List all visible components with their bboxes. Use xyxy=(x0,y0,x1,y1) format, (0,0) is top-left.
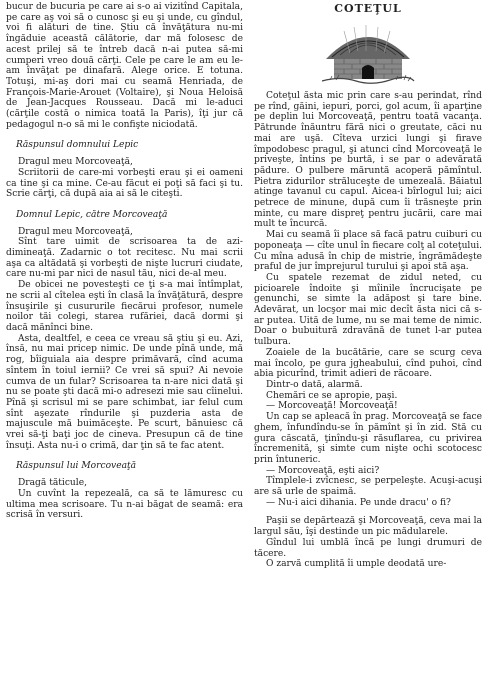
paragraph: — Morcoveaţă, eşti aici? xyxy=(266,465,380,476)
paragraph: Cu spatele rezemat de zidul neted, cu picioarele îndoite şi mîinile încrucişate pe genunchi, se simte la adăpost şi tare bine. Adevărat, un locşor mai mic decît ăsta nici că s-ar putea. Uită de lume, nu se mai teme de nimic. Doar o bubuitură zdravănă de tunet l-ar putea tulbura. xyxy=(254,272,482,348)
paragraph: Gîndul lui umblă încă pe lungi drumuri de tăcere. xyxy=(254,537,482,559)
paragraph: bucur de bucuria pe care ai s-o ai vizitînd Capitala, pe care aş voi să o cunosc şi eu şi unde, cu gîndul, voi fi alături de tine. Ştiu că învăţătura nu-mi îngăduie această călătorie, dar mă folosesc de acest prilej să te întreb dacă n-ai putea să-mi cumperi vreo două cărţi. Cele pe care le am eu le-am învăţat pe dinafară. Alege orice. E totuna. Totuşi, mi-aş dori mai cu seamă Henriada, de François-Marie-Arouet (Voltaire), şi Noua Heloisă de Jean-Jacques Rousseau. Dacă mi le-aduci (cărţile costă o nimica toată la Paris), îţi jur că pedagogul n-o să mi le confişte niciodată. xyxy=(6,2,243,130)
letter-heading: Răspunsul domnului Lepic xyxy=(16,140,139,151)
hut-illustration xyxy=(254,19,482,85)
paragraph: — Morcoveaţă! Morcoveaţă! xyxy=(266,401,398,412)
paragraph: Dintr-o dată, alarmă. xyxy=(266,379,363,390)
paragraph: Paşii se depărtează şi Morcoveaţă, ceva mai la largul său, îşi destinde un pic mădularele. xyxy=(254,516,482,538)
paragraph: Tîmplele-i zvîcnesc, se perpeleşte. Acuşi-acuşi are să urle de spaimă. xyxy=(254,476,482,498)
thatched-hut-icon xyxy=(320,19,416,85)
paragraph: De obicei ne povesteşti ce ţi s-a mai întîmplat, ne scrii al cîtelea eşti în clasă la învăţătură, despre însuşirile şi cusururile fiecărui profesor, numele noilor tăi colegi, starea rufăriei, dacă dormi şi dacă mănînci bine. xyxy=(6,280,243,333)
letter-heading: Domnul Lepic, către Morcoveaţă xyxy=(16,209,168,220)
paragraph: O zarvă cumplită îi umple deodată ure- xyxy=(266,559,447,570)
paragraph: Un cuvînt la repezeală, ca să te lămuresc cu ultima mea scrisoare. Tu n-ai băgat de seamă: era scrisă în versuri. xyxy=(6,488,243,521)
paragraph: Coteţul ăsta mic prin care s-au perindat, rînd pe rînd, găini, iepuri, porci, gol acum, îi aparţine pe deplin lui Morcoveaţă, pentru toată vacanţa. Pătrunde înăuntru fără nici o greutate, căci nu mai are uşă. Cîteva urzici lungi şi firave împodobesc pragul, şi atunci cînd Morcoveaţă le priveşte, întins pe burtă, i se par o adevărată pădure. O pulbere măruntă acoperă pămîntul. Pietra zidurilor străluceşte de umezeală. Băiatul atinge tavanul cu capul. Aicea-i bîrlogul lui; aici petrece de minune, după cum îi trăsneşte prin minte, cu mare dispreţ pentru jucării, care mai mult te încurcă. xyxy=(254,91,482,230)
letter-heading: Răspunsul lui Morcoveaţă xyxy=(16,461,137,472)
paragraph: Zoaiele de la bucătărie, care se scurg ceva mai încolo, pe gura jgheabului, cînd puhoi, cînd abia picurînd, trimit adieri de răcoare. xyxy=(254,347,482,380)
paragraph: — Nu-i aici dihania. Pe unde dracu' o fi? xyxy=(266,497,451,508)
paragraph: Asta, dealtfel, e ceea ce vreau să ştiu şi eu. Azi, însă, nu mai pricep nimic. De unde pînă unde, mă rog, bîiguiala aia despre primăvară, cînd acuma sîntem în toiul iernii? Ce vrei să spui? Ai nevoie cumva de un fular? Scrisoarea ta n-are nici dată şi nu se poate şti dacă mi-o adresezi mie sau cîinelui. Pînă şi scrisul mi se pare schimbat, iar felul cum sînt aşezate rîndurile şi puzderia asta de majuscule mă buimăceşte. Pe scurt, bănuiesc că vrei să-ţi baţi joc de cineva. Presupun că de tine însuţi. Asta nu-i o crimă, dar ţin să te fac atent. xyxy=(6,333,243,451)
left-column xyxy=(6,2,243,521)
paragraph: Un cap se apleacă în prag. Morcoveaţă se face ghem, înfundîndu-se în pămînt şi în zid. Stă cu gura căscată, ţinîndu-şi răsuflarea, cu privirea încremenită, şi simte cum nişte ochi scotocesc prin întuneric. xyxy=(254,412,482,465)
chapter-body xyxy=(254,91,482,570)
chapter-title: COTEŢUL xyxy=(334,2,402,15)
paragraph: Dragul meu Morcoveaţă, xyxy=(18,157,133,168)
right-column xyxy=(254,2,482,570)
paragraph: Scriitorii de care-mi vorbeşti erau şi ei oameni ca tine şi ca mine. Ce-au făcut ei poţi să faci şi tu. Scrie cărţi, că după aia ai să le citeşti. xyxy=(6,167,243,200)
paragraph: Sînt tare uimit de scrisoarea ta de azi-dimineaţă. Zadarnic o tot recitesc. Nu mai scrii aşa ca altădată şi vorbeşti de nişte lucruri ciudate, care nu-mi par nici de nasul tău, nici de-al meu. xyxy=(6,237,243,280)
paragraph: Chemări ce se apropie, paşi. xyxy=(266,390,398,401)
paragraph: Mai cu seamă îi place să facă patru cuiburi cu poponeaţa — cîte unul în fiecare colţ al coteţului. Cu mîna adusă în chip de mistrie, îngrămădeşte praful de jur împrejurul turului şi apoi stă aşa. xyxy=(254,230,482,273)
paragraph: Dragă tăticule, xyxy=(18,478,87,489)
paragraph: Dragul meu Morcoveaţă, xyxy=(18,226,133,237)
